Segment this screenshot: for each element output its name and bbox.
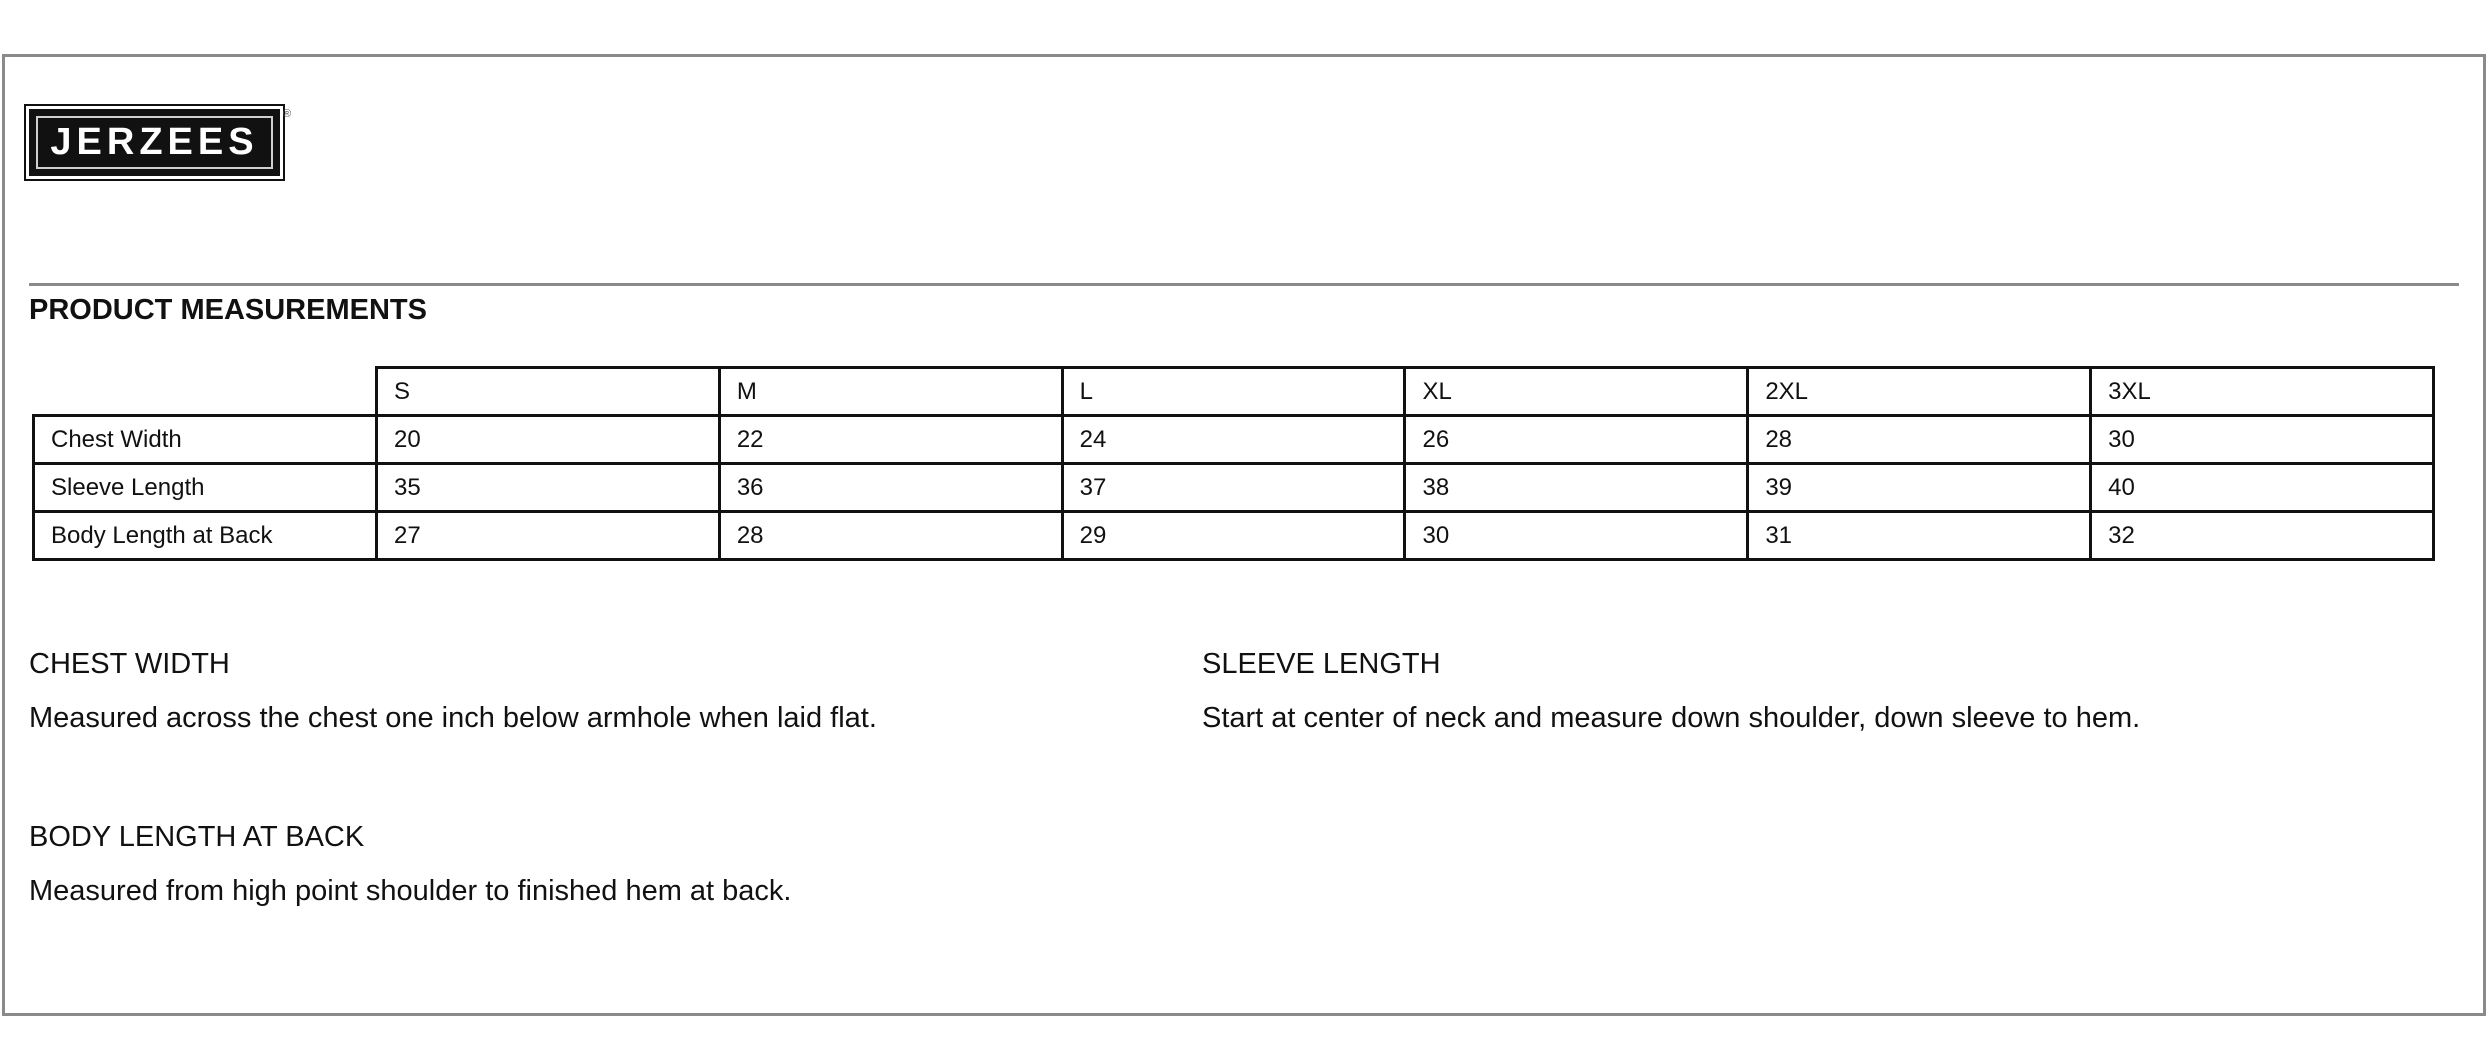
registered-mark: ® bbox=[283, 108, 292, 120]
table-cell: 31 bbox=[1748, 512, 2091, 560]
table-cell: 27 bbox=[377, 512, 720, 560]
table-cell: 22 bbox=[719, 416, 1062, 464]
table-cell: 36 bbox=[719, 464, 1062, 512]
table-cell: 29 bbox=[1062, 512, 1405, 560]
body-length-description: Measured from high point shoulder to finished hem at back. bbox=[29, 875, 792, 907]
table-cell: 35 bbox=[377, 464, 720, 512]
row-label: Sleeve Length bbox=[34, 464, 377, 512]
size-header: XL bbox=[1405, 368, 1748, 416]
table-cell: 30 bbox=[2091, 416, 2434, 464]
measurements-table bbox=[32, 366, 2435, 561]
table-corner-cell bbox=[34, 368, 377, 416]
chest-width-description: Measured across the chest one inch below armhole when laid flat. bbox=[29, 702, 877, 734]
table-row bbox=[34, 512, 2434, 560]
size-header: L bbox=[1062, 368, 1405, 416]
table-cell: 28 bbox=[1748, 416, 2091, 464]
body-length-title: BODY LENGTH AT BACK bbox=[29, 821, 365, 853]
section-divider bbox=[29, 283, 2459, 286]
table-cell: 38 bbox=[1405, 464, 1748, 512]
chest-width-title: CHEST WIDTH bbox=[29, 648, 230, 680]
table-row bbox=[34, 464, 2434, 512]
logo-text: JERZEES bbox=[50, 121, 259, 163]
table-cell: 26 bbox=[1405, 416, 1748, 464]
size-header: 2XL bbox=[1748, 368, 2091, 416]
table-cell: 32 bbox=[2091, 512, 2434, 560]
size-header: 3XL bbox=[2091, 368, 2434, 416]
table-cell: 37 bbox=[1062, 464, 1405, 512]
table-cell: 39 bbox=[1748, 464, 2091, 512]
brand-logo bbox=[29, 109, 280, 176]
table-cell: 40 bbox=[2091, 464, 2434, 512]
size-header: S bbox=[377, 368, 720, 416]
size-header: M bbox=[719, 368, 1062, 416]
table-cell: 28 bbox=[719, 512, 1062, 560]
section-title: PRODUCT MEASUREMENTS bbox=[29, 294, 427, 326]
table-cell: 30 bbox=[1405, 512, 1748, 560]
sleeve-length-description: Start at center of neck and measure down shoulder, down sleeve to hem. bbox=[1202, 702, 2141, 734]
table-cell: 20 bbox=[377, 416, 720, 464]
row-label: Chest Width bbox=[34, 416, 377, 464]
sleeve-length-title: SLEEVE LENGTH bbox=[1202, 648, 1441, 680]
table-header-row bbox=[34, 368, 2434, 416]
table-row bbox=[34, 416, 2434, 464]
table-cell: 24 bbox=[1062, 416, 1405, 464]
row-label: Body Length at Back bbox=[34, 512, 377, 560]
